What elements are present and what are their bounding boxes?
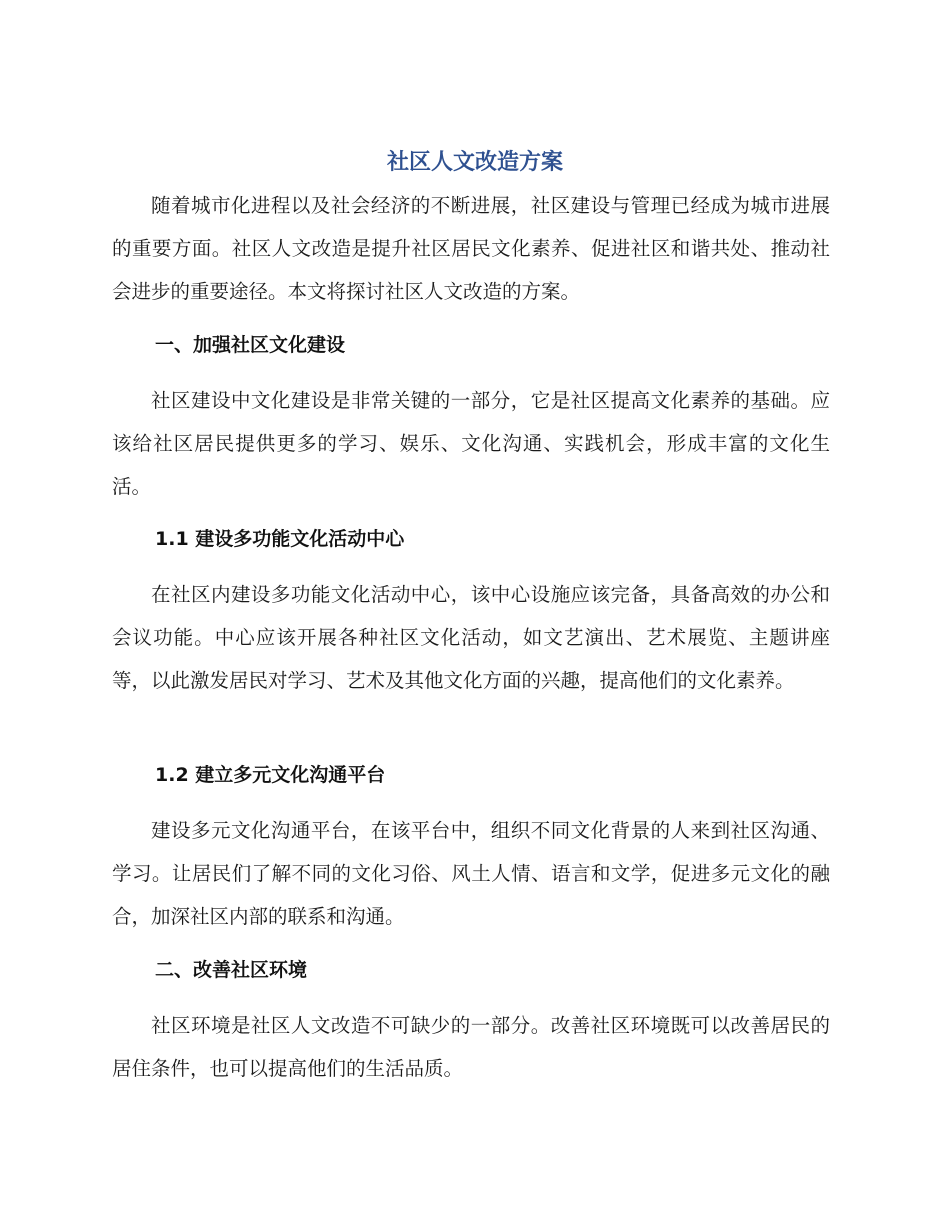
section-heading-2: 二、改善社区环境 <box>155 959 308 981</box>
section-paragraph-1: 社区建设中文化建设是非常关键的一部分，它是社区提高文化素养的基础。应该给社区居民提供更多的学习、娱乐、文化沟通、实践机会，形成丰富的文化生活。 <box>112 389 830 498</box>
subsection-heading-1-1: 1.1 建设多功能文化活动中心 <box>155 528 405 550</box>
subsection-paragraph-1-1: 在社区内建设多功能文化活动中心，该中心设施应该完备，具备高效的办公和会议功能。中心应该开展各种社区文化活动，如文艺演出、艺术展览、主题讲座等，以此激发居民对学习、艺术及其他文化方面的兴趣，提高他们的文化素养。 <box>112 583 830 692</box>
page-title: 社区人文改造方案 <box>386 150 563 175</box>
subsection-paragraph-1-2: 建设多元文化沟通平台，在该平台中，组织不同文化背景的人来到社区沟通、学习。让居民们了解不同的文化习俗、风土人情、语言和文学，促进多元文化的融合，加深社区内部的联系和沟通。 <box>112 819 830 928</box>
subsection-heading-1-2: 1.2 建立多元文化沟通平台 <box>155 764 386 786</box>
section-paragraph-2: 社区环境是社区人文改造不可缺少的一部分。改善社区环境既可以改善居民的居住条件，也可以提高他们的生活品质。 <box>112 1014 830 1080</box>
intro-paragraph: 随着城市化进程以及社会经济的不断进展，社区建设与管理已经成为城市进展的重要方面。社区人文改造是提升社区居民文化素养、促进社区和谐共处、推动社会进步的重要途径。本文将探讨社区人文改造的方案。 <box>112 194 830 303</box>
section-heading-1: 一、加强社区文化建设 <box>155 334 346 356</box>
